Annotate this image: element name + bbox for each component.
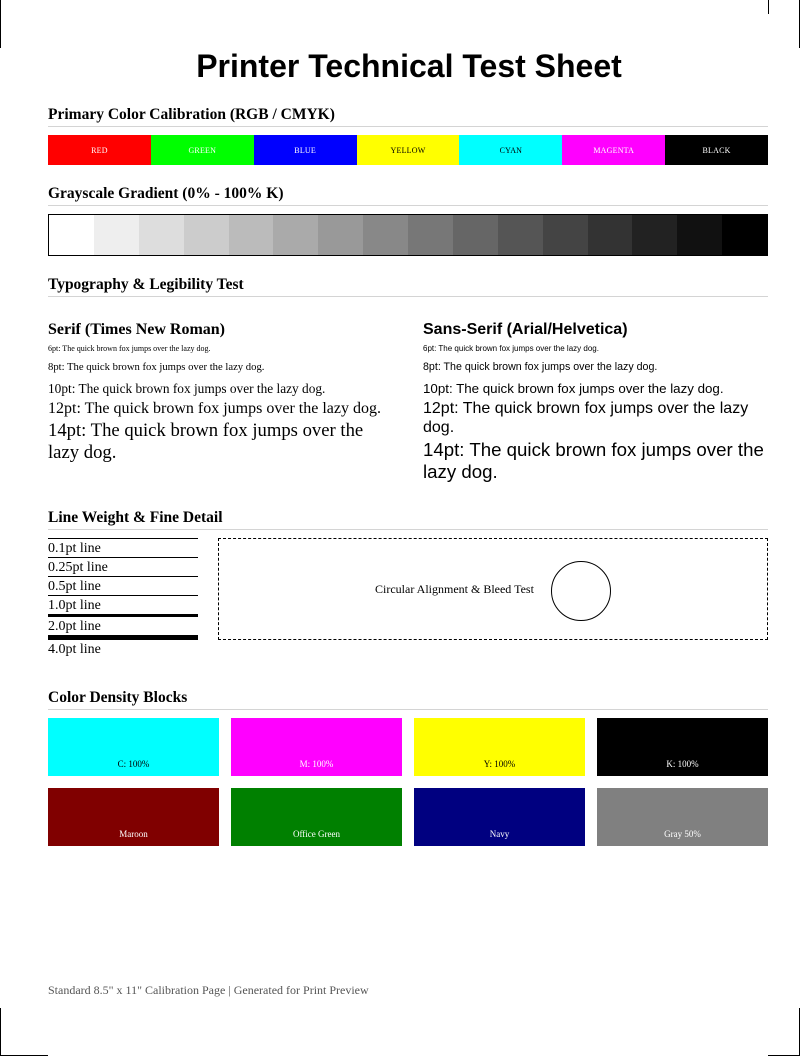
serif-column [48,320,398,466]
swatch-green: GREEN [151,135,254,165]
density-blocks [48,718,768,846]
density-block [231,718,402,776]
density-label: K: 100% [666,759,699,769]
density-label: Y: 100% [483,759,516,769]
grayscale-gradient [48,214,768,256]
page-title: Printer Technical Test Sheet [196,48,622,84]
gray-step [318,215,363,255]
line-weight-list [48,538,198,658]
swatch-yellow: YELLOW [357,135,460,165]
gray-step [408,215,453,255]
serif-sample-12pt: 12pt: The quick brown fox jumps over the lazy dog. [48,400,381,417]
serif-sample-10pt: 10pt: The quick brown fox jumps over the lazy dog. [48,381,326,396]
density-label: Maroon [119,829,148,839]
density-block [231,788,402,846]
primary-color-swatches [48,135,768,165]
line-weight-item: 0.5pt line [48,576,198,595]
gray-step [273,215,318,255]
sans-sample-14pt: 14pt: The quick brown fox jumps over the lazy dog. [423,439,764,482]
sans-samples [423,344,773,483]
footer-note: Standard 8.5" x 11" Calibration Page | Generated for Print Preview [48,983,369,997]
swatch-blue: BLUE [254,135,357,165]
gray-step [184,215,229,255]
gray-step [453,215,498,255]
swatch-cyan: CYAN [459,135,562,165]
density-label: Office Green [292,829,341,839]
gray-step [139,215,184,255]
gray-step [229,215,274,255]
density-label: M: 100% [299,759,334,769]
serif-sample-6pt: 6pt: The quick brown fox jumps over the lazy dog. [48,344,211,353]
density-block [48,788,219,846]
swatch-magenta: MAGENTA [562,135,665,165]
density-label: Gray 50% [664,829,701,839]
sans-sample-8pt: 8pt: The quick brown fox jumps over the lazy dog. [423,361,658,373]
density-block [597,718,768,776]
gray-step [677,215,722,255]
section-heading-lineweight: Line Weight & Fine Detail [48,508,768,530]
section-heading-typography: Typography & Legibility Test [48,275,768,297]
density-block [597,788,768,846]
bleed-test-label: Circular Alignment & Bleed Test [375,582,534,596]
sans-sample-10pt: 10pt: The quick brown fox jumps over the lazy dog. [423,381,724,396]
density-label: Navy [489,829,510,839]
sans-title: Sans-Serif (Arial/Helvetica) [423,321,628,338]
swatch-black: BLACK [665,135,768,165]
sans-sample-6pt: 6pt: The quick brown fox jumps over the lazy dog. [423,344,599,353]
crop-mark-top-right [768,0,769,14]
serif-sample-14pt: 14pt: The quick brown fox jumps over the lazy dog. [48,420,364,463]
gray-step [363,215,408,255]
bleed-test-box [218,538,768,640]
crop-mark-top-left [0,0,1,48]
density-block [414,788,585,846]
density-label: C: 100% [117,759,150,769]
sans-column [423,320,773,485]
section-heading-primary: Primary Color Calibration (RGB / CMYK) [48,105,768,127]
density-block [414,718,585,776]
gray-step [498,215,543,255]
line-weight-item: 0.25pt line [48,557,198,576]
line-weight-item: 2.0pt line [48,614,198,635]
alignment-circle [551,561,611,621]
serif-sample-8pt: 8pt: The quick brown fox jumps over the lazy dog. [48,362,265,373]
swatch-red: RED [48,135,151,165]
crop-mark-bottom-left [0,1008,1,1056]
density-block [48,718,219,776]
serif-title: Serif (Times New Roman) [48,321,226,338]
line-weight-item: 4.0pt line [48,635,198,658]
gray-step [722,215,767,255]
gray-step [632,215,677,255]
gray-step [588,215,633,255]
line-weight-item: 1.0pt line [48,595,198,614]
serif-samples [48,344,398,464]
line-weight-item: 0.1pt line [48,538,198,557]
sans-sample-12pt: 12pt: The quick brown fox jumps over the lazy dog. [423,400,749,436]
gray-step [49,215,94,255]
section-heading-density: Color Density Blocks [48,688,768,710]
gray-step [94,215,139,255]
gray-step [543,215,588,255]
section-heading-grayscale: Grayscale Gradient (0% - 100% K) [48,184,768,206]
